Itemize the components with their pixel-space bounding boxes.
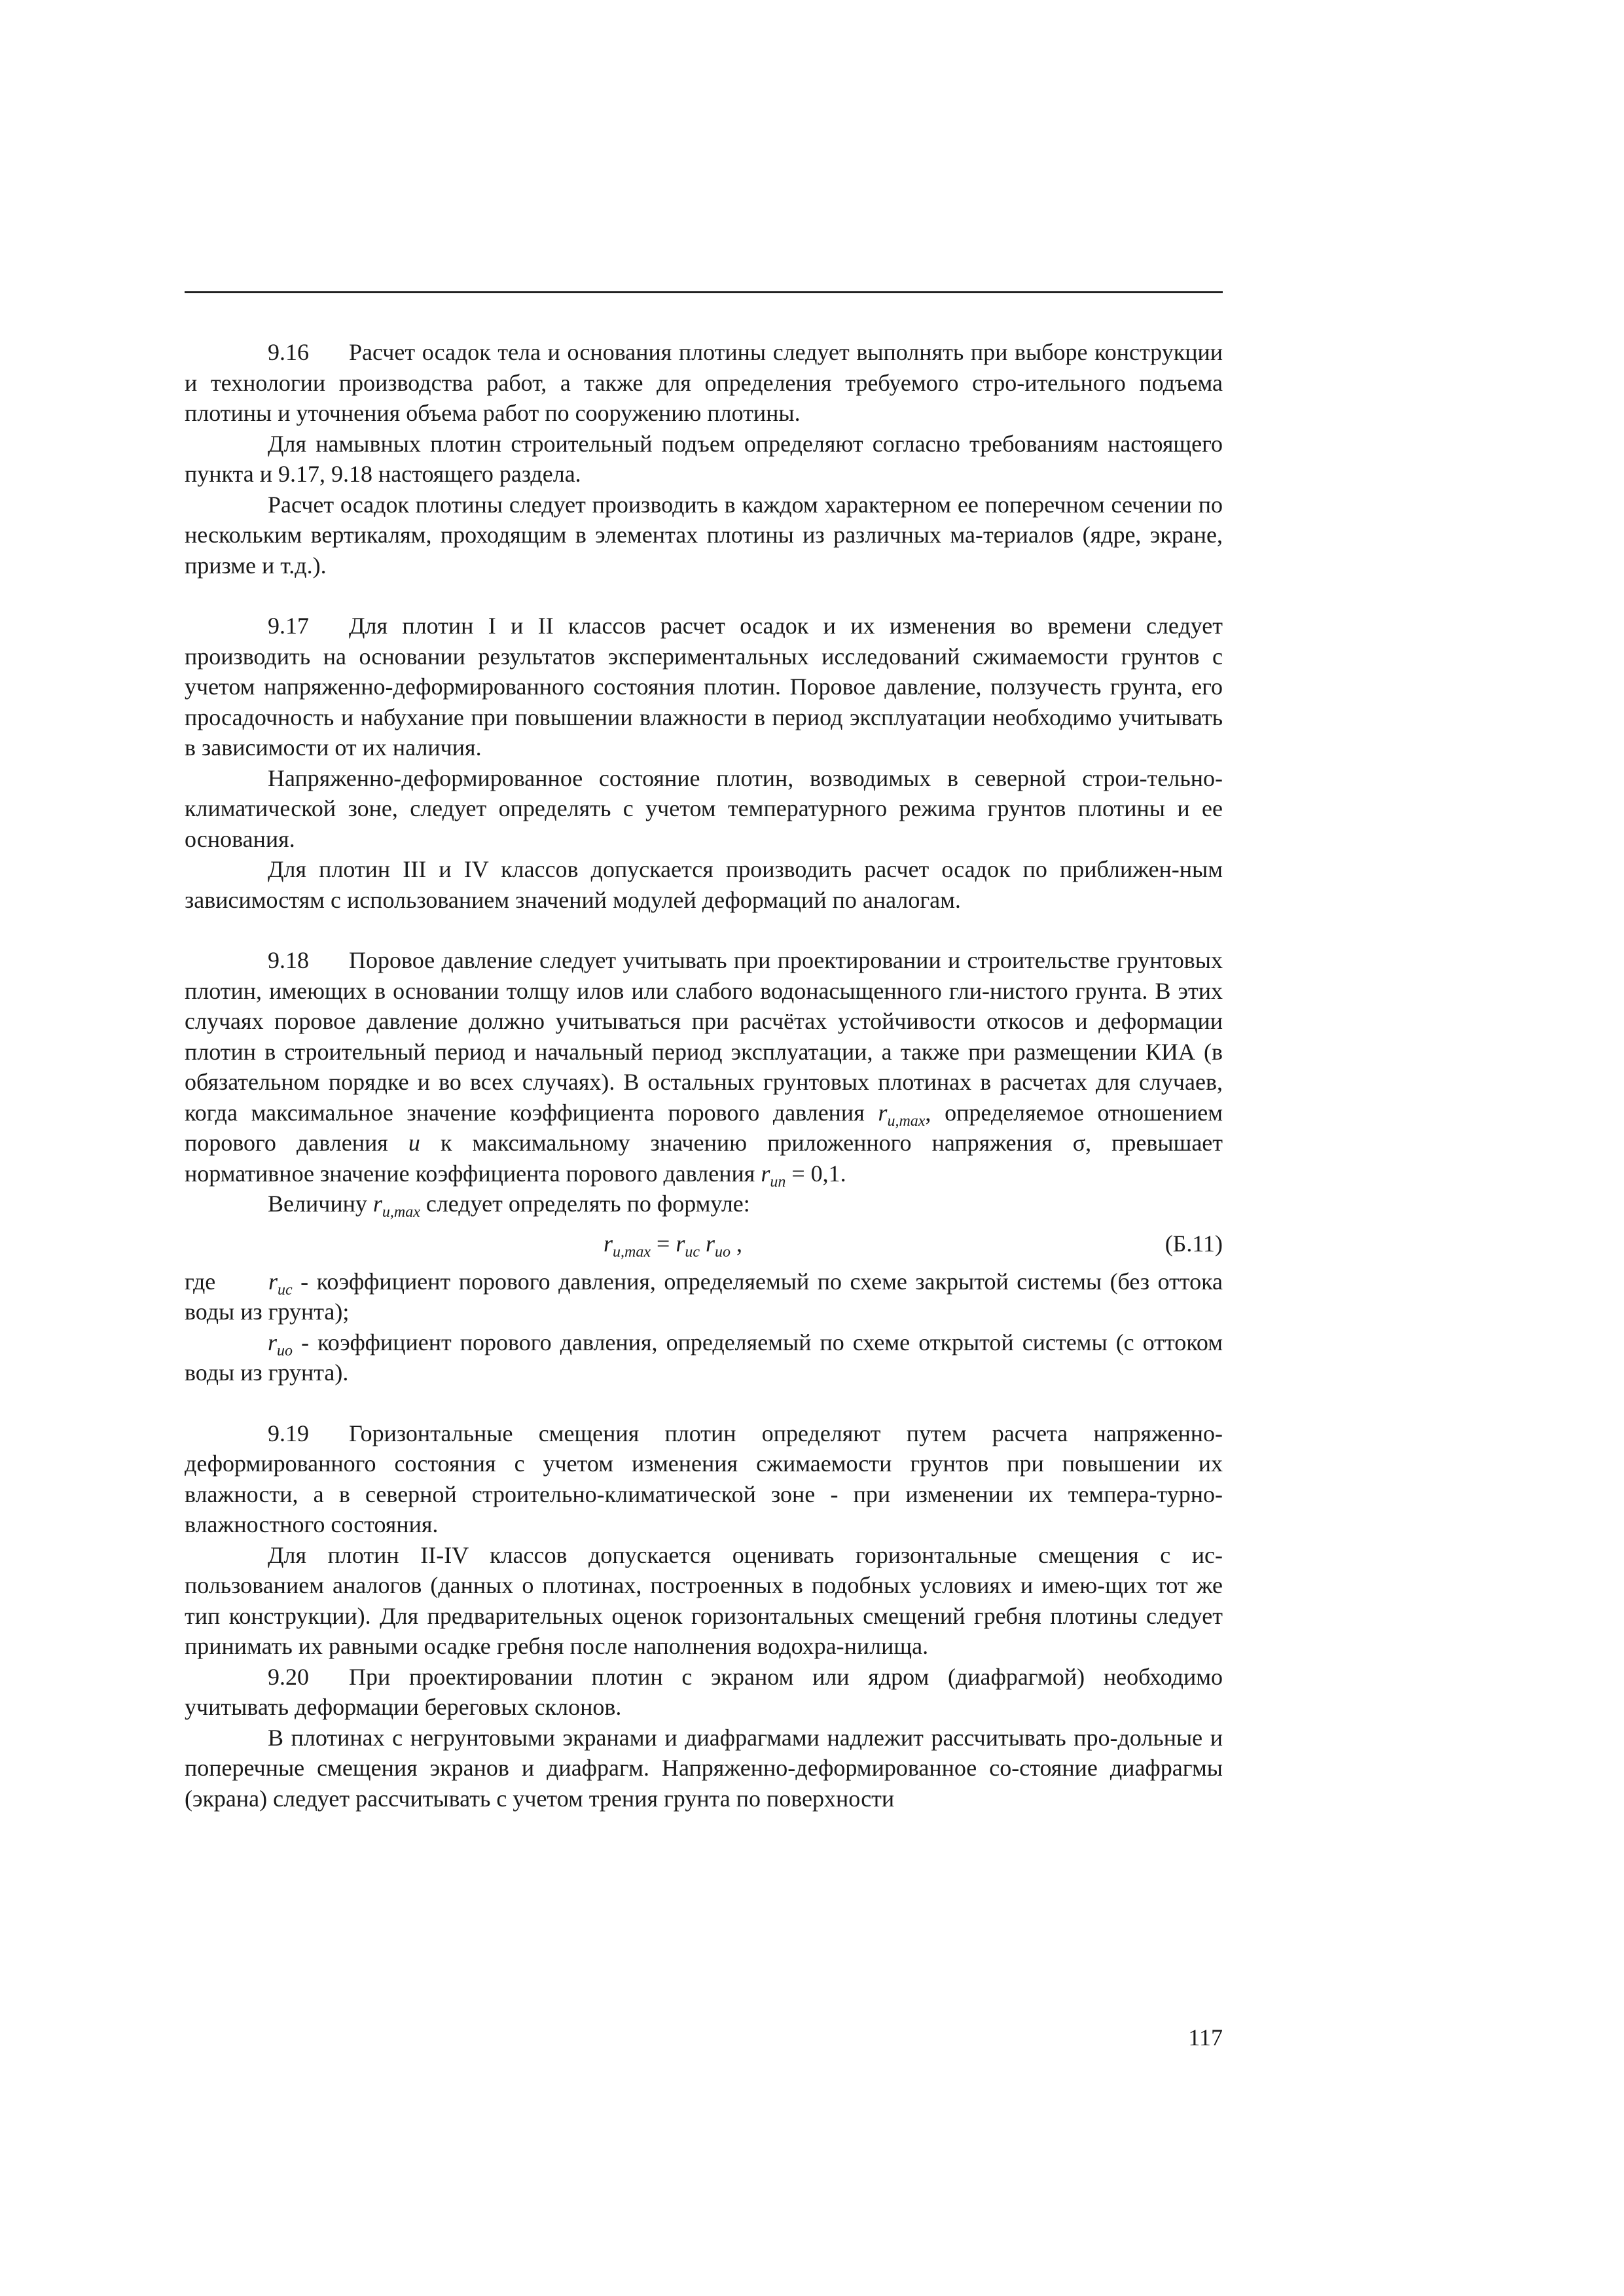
definition-text: - коэффициент порового давления, определяемый по схеме открытой системы (с оттоком воды из грунта). (185, 1329, 1223, 1386)
paragraph-text: , определяемое отношением порового давления (185, 1099, 1223, 1156)
paragraph-9-18-main (185, 945, 1223, 1189)
paragraph-9-17-classes-3-4: Для плотин III и IV классов допускается производить расчет осадок по приближен-ным зависимостям с использованием значений модулей деформаций по аналогам. (185, 856, 1223, 913)
symbol-r: r (372, 1191, 382, 1217)
symbol-r: r (268, 1329, 278, 1355)
clause-number-9-18: 9.18 (268, 947, 309, 973)
symbol-r: r (268, 1268, 278, 1295)
paragraph-text: Поровое давление следует учитывать при проектировании и строительстве грунтовых плотин, имеющих в основании толщу илов или слабого водонасыщенного гли-нистого грунта. В этих случаях поровое давление должно учитываться при расчётах устойчивости откосов и деформации плотин в строительный период и начальный период эксплуатации, а также при размещении КИА (в обязательном порядке и во всех случаях). В остальных грунтовых плотинах в расчетах для случаев, когда максимальное значение коэффициента порового давления (185, 947, 1223, 1126)
paragraph-9-17-north-zone: Напряженно-деформированное состояние плотин, возводимых в северной строи-тельно-климатической зоне, следует определять с учетом температурного режима грунтов плотины и ее основания. (185, 764, 1223, 852)
symbol-u: u (408, 1130, 420, 1156)
formula-comma: , (736, 1230, 742, 1257)
formula-b11 (185, 1225, 1223, 1264)
paragraph-text: к максимальному значению приложенного напряжения σ, превышает нормативное значение коэффициента порового давления (185, 1130, 1223, 1187)
paragraph-9-17-main (185, 611, 1223, 763)
paragraph-9-19-main (185, 1418, 1223, 1540)
formula-expression (604, 1229, 742, 1259)
paragraph-text: При проектировании плотин с экраном или ядром (диафрагмой) необходимо учитывать деформации береговых склонов. (185, 1663, 1223, 1720)
paragraph-9-16-sections: Расчет осадок плотины следует производить в каждом характерном ее поперечном сечении по нескольким вертикалям, проходящим в элементах плотины из различных ма-териалов (ядре, экране, призме и т.д.). (185, 491, 1223, 579)
definition-text: - коэффициент порового давления, определяемый по схеме закрытой системы (без оттока воды из грунта); (185, 1268, 1223, 1325)
subscript-uo: uo (277, 1342, 293, 1359)
paragraph-9-16-main (185, 337, 1223, 429)
paragraph-9-20-diaphragms: В плотинах с негрунтовыми экранами и диафрагмами надлежит рассчитывать про-дольные и поперечные смещения экранов и диафрагм. Напряженно-деформированное со-стояние диафрагмы (экрана) следует рассчитывать с учетом трения грунта по поверхности (185, 1724, 1223, 1812)
paragraph-9-16-hydraulic-fill: Для намывных плотин строительный подъем определяют согласно требованиям настоящего пункта и 9.17, 9.18 настоящего раздела. (185, 430, 1223, 487)
subscript-u-max: u,max (887, 1112, 926, 1130)
where-definition-ruc (185, 1266, 1223, 1327)
subscript-uc: uc (278, 1281, 293, 1299)
paragraph-text: следует определять по формуле: (425, 1191, 750, 1217)
paragraph-text: = 0,1. (791, 1160, 846, 1187)
equals-sign: = (657, 1230, 670, 1257)
paragraph-gap (185, 1388, 1223, 1418)
paragraph-gap (185, 581, 1223, 611)
paragraph-text: Расчет осадок тела и основания плотины следует выполнять при выборе конструкции и технологии производства работ, а также для определения требуемого стро-ительного подъема плотины и уточнения объема работ по сооружению плотины. (185, 339, 1223, 426)
paragraph-9-18-formula-intro (185, 1189, 1223, 1219)
where-definition-ruo (185, 1327, 1223, 1388)
page-body (185, 337, 1223, 1814)
subscript-u-max: u,max (382, 1204, 420, 1221)
symbol-r: r (604, 1230, 613, 1257)
symbol-r: r (705, 1230, 715, 1257)
header-rule (185, 291, 1223, 293)
symbol-r: r (761, 1160, 770, 1187)
clause-number-9-19: 9.19 (268, 1420, 309, 1446)
paragraph-text: Горизонтальные смещения плотин определяют путем расчета напряженно-деформированного состояния с учетом изменения сжимаемости грунтов при повышении их влажности, а в северной строительно-климатической зоне - при изменении их темпера-турно-влажностного состояния. (185, 1420, 1223, 1537)
where-label: где (185, 1268, 216, 1295)
paragraph-text: Величину (268, 1191, 367, 1217)
subscript-u-max: u,max (613, 1243, 651, 1261)
symbol-r: r (676, 1230, 685, 1257)
subscript-uo: uo (715, 1243, 731, 1261)
subscript-un: un (770, 1173, 786, 1191)
page-number: 117 (1188, 2024, 1223, 2051)
paragraph-gap (185, 915, 1223, 945)
symbol-r: r (878, 1099, 888, 1126)
subscript-uc: uc (685, 1243, 700, 1261)
clause-number-9-17: 9.17 (268, 613, 309, 639)
clause-number-9-20: 9.20 (268, 1663, 309, 1690)
paragraph-text: Для плотин I и II классов расчет осадок и их изменения во времени следует производить на основании результатов экспериментальных исследований сжимаемости грунтов с учетом напряженно-деформированного состояния плотин. Поровое давление, ползучесть грунта, его просадочность и набухание при повышении влажности в период эксплуатации необходимо учитывать в зависимости от их наличия. (185, 613, 1223, 761)
paragraph-9-19-analogs: Для плотин II-IV классов допускается оценивать горизонтальные смещения с ис-пользованием аналогов (данных о плотинах, построенных в подобных условиях и имею-щих тот же тип конструкции). Для предварительных оценок горизонтальных смещений гребня плотины следует принимать их равными осадке гребня после наполнения водохра-нилища. (185, 1541, 1223, 1659)
clause-number-9-16: 9.16 (268, 339, 309, 365)
paragraph-9-20-main (185, 1662, 1223, 1723)
formula-number: (Б.11) (1164, 1230, 1223, 1257)
